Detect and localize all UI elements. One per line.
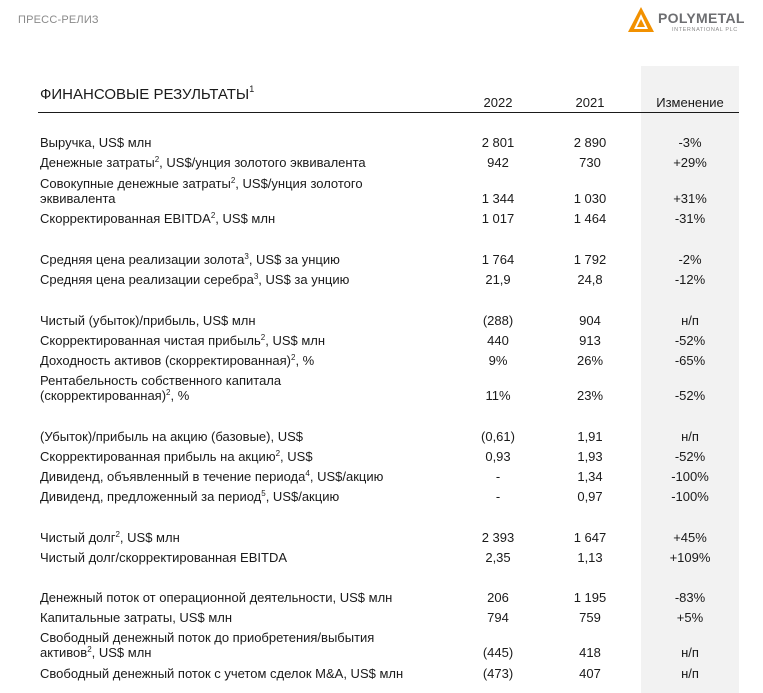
value-change: -83% xyxy=(674,590,706,605)
value-change: +29% xyxy=(673,155,707,170)
footnote-ref: 2 xyxy=(115,530,120,539)
row-label-text: , US$/акцию xyxy=(265,489,340,504)
value-2021: 23% xyxy=(576,388,604,403)
row-label xyxy=(40,550,287,565)
table-row xyxy=(0,252,763,272)
polymetal-triangle-icon xyxy=(626,5,656,35)
value-2022: 1 017 xyxy=(481,211,515,226)
table-row xyxy=(0,449,763,469)
row-label xyxy=(40,252,340,267)
value-change: -100% xyxy=(671,469,709,484)
value-change: +109% xyxy=(669,550,711,565)
row-label-text: Чистый долг/скорректированная EBITDA xyxy=(40,550,288,565)
row-label-text: Денежные затраты xyxy=(40,155,155,170)
row-label-text: , US$ млн xyxy=(91,645,152,660)
table-row xyxy=(0,176,763,206)
footnote-ref: 4 xyxy=(305,469,310,478)
row-label xyxy=(40,211,275,226)
row-label xyxy=(40,353,314,368)
footnote-ref: 2 xyxy=(210,211,216,220)
value-2022: 2,35 xyxy=(485,550,511,565)
row-label-text: (Убыток)/прибыль на акцию (базовые), US$ xyxy=(40,429,303,444)
row-label-text: Скорректированная EBITDA xyxy=(40,211,211,226)
row-label-text: Средняя цена реализации золота xyxy=(40,252,245,267)
row-label-text: Выручка, US$ млн xyxy=(40,135,152,150)
row-label xyxy=(40,610,232,625)
value-2022: 794 xyxy=(487,610,509,625)
logo-name: POLYMETAL xyxy=(658,10,745,26)
table-row xyxy=(0,313,763,333)
value-change: н/п xyxy=(681,666,699,681)
row-label xyxy=(40,333,325,348)
footnote-ref: 2 xyxy=(260,333,266,342)
table-row xyxy=(0,610,763,630)
value-2021: 1 647 xyxy=(573,530,607,545)
row-label-text: , US$ млн xyxy=(215,211,276,226)
section-title: ФИНАНСОВЫЕ РЕЗУЛЬТАТЫ$^1$ xyxy=(40,84,255,103)
row-label-text: , US$/унция золотого xyxy=(235,176,363,191)
value-change: -31% xyxy=(674,211,706,226)
value-change: -3% xyxy=(678,135,702,150)
value-2022: 21,9 xyxy=(485,272,511,287)
row-label-text: Дивиденд, объявленный в течение периода xyxy=(40,469,306,484)
row-label-text: Скорректированная чистая прибыль xyxy=(40,333,261,348)
row-label-text: Рентабельность собственного капитала xyxy=(40,373,282,388)
value-2021: 1 464 xyxy=(573,211,607,226)
row-label-text: Свободный денежный поток до приобретения/выбытия xyxy=(40,630,375,645)
table-row xyxy=(0,155,763,175)
table-row xyxy=(0,469,763,489)
value-change: н/п xyxy=(681,313,699,328)
value-change: н/п xyxy=(681,645,699,660)
row-label-text: Свободный денежный поток с учетом сделок M&A, US$ млн xyxy=(40,666,404,681)
value-2022: 2 393 xyxy=(481,530,515,545)
row-label xyxy=(40,530,180,545)
footnote-ref: 2 xyxy=(87,645,92,654)
value-change: -12% xyxy=(674,272,706,287)
table-row xyxy=(0,489,763,509)
value-change: +31% xyxy=(673,191,707,206)
row-label-text: эквивалента xyxy=(40,191,116,206)
row-label xyxy=(40,135,151,150)
row-label xyxy=(40,373,281,403)
footnote-ref: 2 xyxy=(166,388,171,397)
value-2021: 418 xyxy=(579,645,601,660)
row-label-text: , US$ за унцию xyxy=(258,272,350,287)
value-2021: 407 xyxy=(579,666,601,681)
value-2022: (288) xyxy=(482,313,514,328)
table-row xyxy=(0,550,763,570)
document-header-label: ПРЕСС-РЕЛИЗ xyxy=(18,14,99,26)
row-label-text: активов xyxy=(40,645,88,660)
value-2021: 913 xyxy=(579,333,601,348)
company-logo xyxy=(626,5,756,35)
value-2021: 1,13 xyxy=(577,550,603,565)
value-2021: 1 030 xyxy=(573,191,607,206)
table-row xyxy=(0,135,763,155)
row-label-text: Скорректированная прибыль на акцию xyxy=(40,449,276,464)
row-label-text: Доходность активов (скорректированная) xyxy=(40,353,291,368)
table-row xyxy=(0,211,763,231)
value-2022: 9% xyxy=(488,353,508,368)
value-2022: 440 xyxy=(487,333,509,348)
table-row xyxy=(0,272,763,292)
footnote-ref: 3 xyxy=(253,272,259,281)
value-2022: 206 xyxy=(487,590,509,605)
value-2021: 904 xyxy=(579,313,601,328)
table-row xyxy=(0,373,763,403)
row-label-text: Чистый долг xyxy=(40,530,116,545)
row-label xyxy=(40,155,366,170)
value-2022: 1 344 xyxy=(481,191,515,206)
value-change: н/п xyxy=(681,429,699,444)
column-header-change: Изменение xyxy=(656,95,724,110)
logo-subtitle: INTERNATIONAL PLC xyxy=(672,27,738,33)
value-2022: 942 xyxy=(487,155,509,170)
value-change: -65% xyxy=(674,353,706,368)
value-2022: - xyxy=(495,469,501,484)
value-2022: - xyxy=(495,489,501,504)
header-rule xyxy=(38,112,739,113)
table-row xyxy=(0,590,763,610)
table-row xyxy=(0,429,763,449)
value-2021: 1 195 xyxy=(573,590,607,605)
footnote-ref: 2 xyxy=(230,176,236,185)
value-change: +5% xyxy=(676,610,704,625)
row-label-text: Денежный поток от операционной деятельности, US$ млн xyxy=(40,590,393,605)
footnote-ref: 5 xyxy=(261,489,266,498)
row-label xyxy=(40,429,303,444)
row-label xyxy=(40,630,374,660)
value-change: -52% xyxy=(674,449,706,464)
row-label xyxy=(40,272,349,287)
value-2021: 1 792 xyxy=(573,252,607,267)
value-2021: 730 xyxy=(579,155,601,170)
row-label-text: , US$ млн xyxy=(265,333,326,348)
row-label-text: , US$ млн xyxy=(119,530,180,545)
footnote-ref: 2 xyxy=(291,353,296,362)
row-label-text: Капитальные затраты, US$ млн xyxy=(40,610,233,625)
row-label-text: Средняя цена реализации серебра xyxy=(40,272,254,287)
value-2022: (445) xyxy=(482,645,514,660)
footnote-ref: 2 xyxy=(154,155,160,164)
table-row xyxy=(0,353,763,373)
row-label-text: , % xyxy=(170,388,190,403)
row-label-text: Совокупные денежные затраты xyxy=(40,176,231,191)
value-2021: 26% xyxy=(576,353,604,368)
value-change: +45% xyxy=(673,530,707,545)
column-header-2022: 2022 xyxy=(483,95,513,110)
row-label xyxy=(40,469,383,484)
row-label xyxy=(40,489,339,504)
value-change: -2% xyxy=(678,252,702,267)
value-change: -52% xyxy=(674,333,706,348)
value-2022: 2 801 xyxy=(481,135,515,150)
row-label xyxy=(40,176,363,206)
row-label-text: , US$ за унцию xyxy=(248,252,340,267)
row-label xyxy=(40,590,392,605)
footnote-ref: 2 xyxy=(275,449,281,458)
value-2021: 759 xyxy=(579,610,601,625)
row-label-text: Дивиденд, предложенный за период xyxy=(40,489,262,504)
value-2021: 1,93 xyxy=(577,449,603,464)
value-2021: 0,97 xyxy=(577,489,603,504)
table-row xyxy=(0,530,763,550)
value-2021: 1,91 xyxy=(577,429,603,444)
row-label-text: , US$/унция золотого эквивалента xyxy=(159,155,366,170)
table-row xyxy=(0,666,763,686)
row-label xyxy=(40,449,313,464)
value-2022: (473) xyxy=(482,666,514,681)
row-label xyxy=(40,666,403,681)
title-footnote: 1 xyxy=(249,84,255,94)
value-2021: 1,34 xyxy=(577,469,603,484)
value-2021: 2 890 xyxy=(573,135,607,150)
value-2022: 11% xyxy=(485,388,511,403)
column-header-2021: 2021 xyxy=(575,95,605,110)
value-2022: (0,61) xyxy=(481,429,515,444)
value-2022: 1 764 xyxy=(481,252,515,267)
footnote-ref: 3 xyxy=(244,252,249,261)
row-label-text: , US$ xyxy=(280,449,313,464)
row-label xyxy=(40,313,256,328)
row-label-text: , US$/акцию xyxy=(309,469,384,484)
table-row xyxy=(0,333,763,353)
row-label-text: (скорректированная) xyxy=(40,388,167,403)
value-change: -52% xyxy=(674,388,706,403)
table-row xyxy=(0,630,763,660)
row-label-text: Чистый (убыток)/прибыль, US$ млн xyxy=(40,313,256,328)
value-2021: 24,8 xyxy=(577,272,603,287)
value-2022: 0,93 xyxy=(485,449,511,464)
value-change: -100% xyxy=(671,489,709,504)
row-label-text: , % xyxy=(295,353,315,368)
